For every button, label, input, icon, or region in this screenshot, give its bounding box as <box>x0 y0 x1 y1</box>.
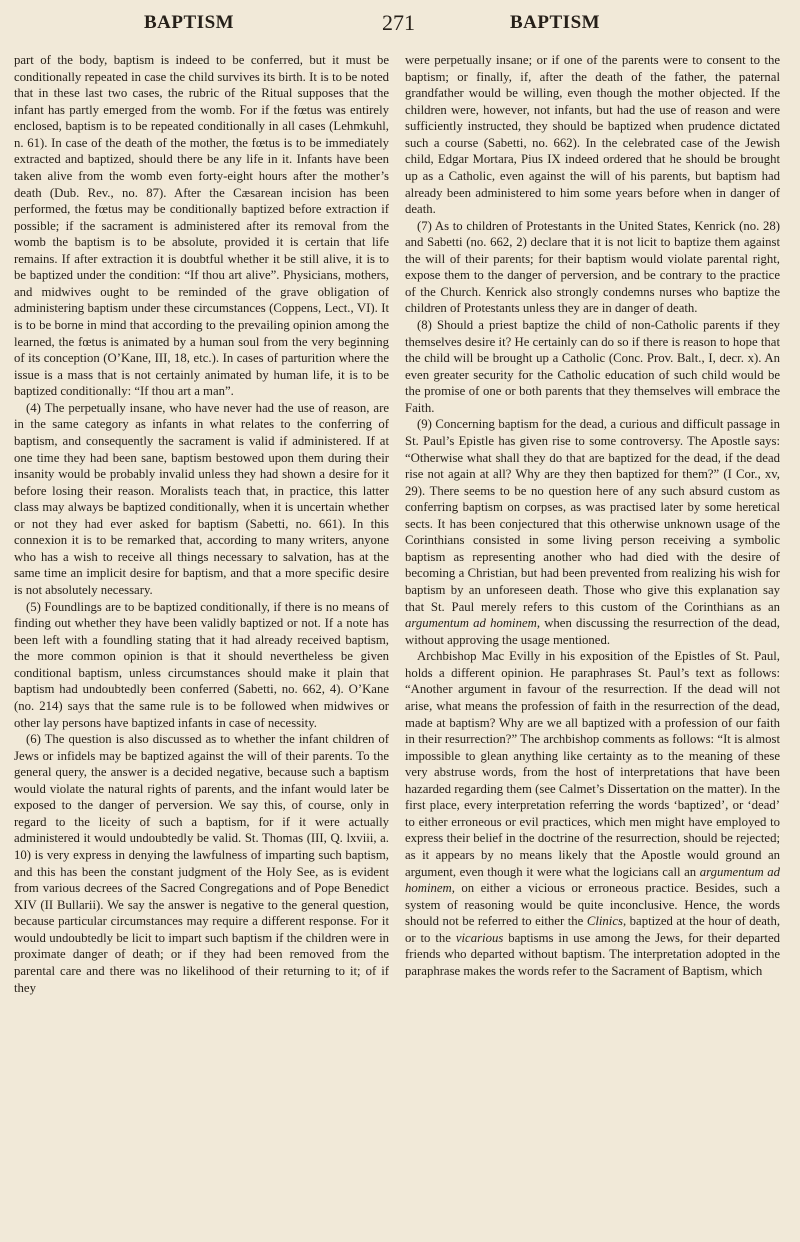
text-run: , baptized at the hour of death, or to the <box>405 914 781 945</box>
right-column <box>405 52 780 996</box>
italic-phrase: argumentum ad hominem <box>405 616 537 631</box>
paragraph: part of the body, baptism is indeed to be conferred, but it must be conditionally repeated in case the child survives its birth. It is to be noted that in these last two cases, the rubric of the Ritual supposes that the infant has partly emerged from the womb. For if the fœtus was entirely enclosed, baptism is to be repeated conditionally in all cases (Lehmkuhl, n. 61). In case of the death of the mother, the fœtus is to be immediately extracted and baptized, should there be any life in it. Infants have been taken alive from the womb even forty-eight hours after the mother’s death (Dub. Rev., no. 87). After the Cæsarean incision has been performed, the fœtus may be conditionally baptized before extraction if possible; if the sacrament is administered after its removal from the womb the baptism is to be absolute, provided it is certain that life remains. If after extraction it is doubtful whether it be still alive, it is to be baptized under the condition: “If thou art alive”. Physicians, mothers, and midwives ought to be reminded of the grave obligation of administering baptism under these circumstances (Coppens, Lect., VI). It is to be borne in mind that according to the prevailing opinion among the learned, the fœtus is animated by a human soul from the very beginning of its conception (O’Kane, III, 18, etc.). In cases of parturition where the issue is a mass that is not certainly animated by human life, it is to be baptized conditionally: “If thou art a man”. <box>14 53 389 399</box>
text-run: (9) Concerning baptism for the dead, a curious and difficult passage in St. Paul’s Epistle has given rise to some controversy. The Apostle says: “Otherwise what shall they do that are baptized for the dead, if the dead rise not again at all? Why are they then baptized for them?” (I Cor., xv, 29). There seems to be no question here of any such absurd custom as conferring baptism on corpses, as was practised later by some heretical sects. It has been conjectured that this otherwise unknown usage of the Corinthians consisted in some living person receiving a symbolic baptism as representing another who had died with the desire of becoming a Christian, but had been prevented from realizing his wish for baptism by an unforeseen death. Those who give this explanation say that St. Paul merely refers to this custom of the Corinthians as an <box>405 417 780 614</box>
paragraph: (4) The perpetually insane, who have never had the use of reason, are in the same category as infants in what relates to the conferring of baptism, and consequently the sacrament is valid if administered. If at one time they had been sane, baptism bestowed upon them during their insanity would be probably invalid unless they had shown a desire for it before losing their reason. Moralists teach that, in practice, this latter class may always be baptized conditionally, when it is uncertain whether or not they had ever asked for baptism (Sabetti, no. 661). In this connexion it is to be remarked that, according to many writers, anyone who has a wish to receive all things necessary to salvation, has at the same time an implicit desire for baptism, and that a more specific desire is not absolutely necessary. <box>14 400 389 597</box>
paragraph <box>405 416 780 648</box>
italic-phrase: argumentum ad hominem <box>405 864 781 896</box>
text-columns <box>14 52 780 996</box>
left-column <box>14 52 389 996</box>
paragraph: (6) The question is also discussed as to whether the infant children of Jews or infidels may be baptized against the will of their parents. To the general query, the answer is a decided negative, because such a baptism would violate the natural rights of parents, and the infant would later be exposed to the danger of perversion. We say this, of course, only in regard to the liceity of such a baptism, for if it were actually administered it would undoubtedly be valid. St. Thomas (III, Q. lxviii, a. 10) is very express in denying the lawfulness of imparting such baptism, and this has been the constant judgment of the Holy See, as is evident from various decrees of the Sacred Congregations and of Pope Benedict XIV (II Bullarii). We say the answer is negative to the general question, because particular circumstances may require a different response. For it would undoubtedly be licit to impart such baptism if the children were in proximate danger of death; or if they had been removed from the parental care and there was no likelihood of their returning to it; of if they <box>14 732 389 995</box>
italic-phrase: vicarious <box>455 930 504 945</box>
page-number: 271 <box>382 10 415 35</box>
paragraph: were perpetually insane; or if one of the parents were to consent to the baptism; or finally, if, after the death of the father, the paternal grandfather would be willing, even though the mother objected. If the children were, however, not infants, but had the use of reason and were sufficiently instructed, they should be baptized when prudence dictated such a course (Sabetti, no. 662). In the celebrated case of the Jewish child, Edgar Mortara, Pius IX indeed ordered that he should be brought up as a Catholic, even against the will of his parents, but baptism had already been administered to him some years before when in danger of death. <box>405 53 780 217</box>
text-run: Archbishop Mac Evilly in his exposition of the Epistles of St. Paul, holds a different opinion. He paraphrases St. Paul’s text as follows: “Another argument in favour of the resurrection. If the dead will not arise, what means the profession of faith in the resurrection of the dead, made at baptism? Why are we all baptized with a profession of our faith in their resurrection?” The archbishop comments as follows: “It is almost impossible to glean anything like certainty as to the meaning of these very abstruse words, from the host of interpretations that have been hazarded regarding them (see Calmet’s Dissertation on the matter). In the first place, every interpretation referring the words ‘baptized’, or ‘dead’ to either erroneous or evil practices, which men might have employed to express their belief in the doctrine of the resurrection, should be rejected; as it appears by no means likely that the Apostle would ground an argument, even though it were what the logicians call an <box>405 649 780 879</box>
paragraph: (5) Foundlings are to be baptized conditionally, if there is no means of finding out whether they have been validly baptized or not. If a note has been left with a foundling stating that it had already received baptism, the more common opinion is that it should nevertheless be given conditional baptism, unless circumstances should make it plain that baptism had undoubtedly been conferred (Sabetti, no. 662, 4). O’Kane (no. 214) says that the same rule is to be followed when midwives or other lay persons have baptized infants in case of necessity. <box>14 599 389 730</box>
header-right-title: BAPTISM <box>510 12 601 33</box>
paragraph: (8) Should a priest baptize the child of non-Catholic parents if they themselves desire it? He certainly can do so if there is reason to hope that the child will be brought up a Catholic (Conc. Prov. Balt., I, decr. x). An even greater security for the Catholic education of such child would be the promise of one or both parents that they themselves will embrace the Faith. <box>405 318 780 415</box>
text-run: baptisms in use among the Jews, for their departed friends who departed without baptism. The interpretation adopted in the paraphrase makes the words refer to the Sacrament of Baptism, which <box>405 930 781 978</box>
running-header <box>14 10 780 40</box>
paragraph: (7) As to children of Protestants in the United States, Kenrick (no. 28) and Sabetti (no. 662, 2) declare that it is not licit to baptize them against the will of their parents; for their baptism would violate parental right, expose them to the danger of perversion, and be contrary to the practice of the Church. Kenrick also strongly condemns nurses who baptize the children of Protestants unless they are in danger of death. <box>405 218 780 316</box>
text-run: , when discussing the resurrection of the dead, without approving the usage mentioned. <box>405 616 780 647</box>
header-left-title: BAPTISM <box>144 12 235 33</box>
italic-phrase: Clinics <box>586 914 623 929</box>
text-run: , on either a vicious or erroneous practice. Besides, such a system of reasoning would be quite inconclusive. Hence, the words should not be referred to either the <box>405 881 780 929</box>
paragraph <box>405 648 780 979</box>
